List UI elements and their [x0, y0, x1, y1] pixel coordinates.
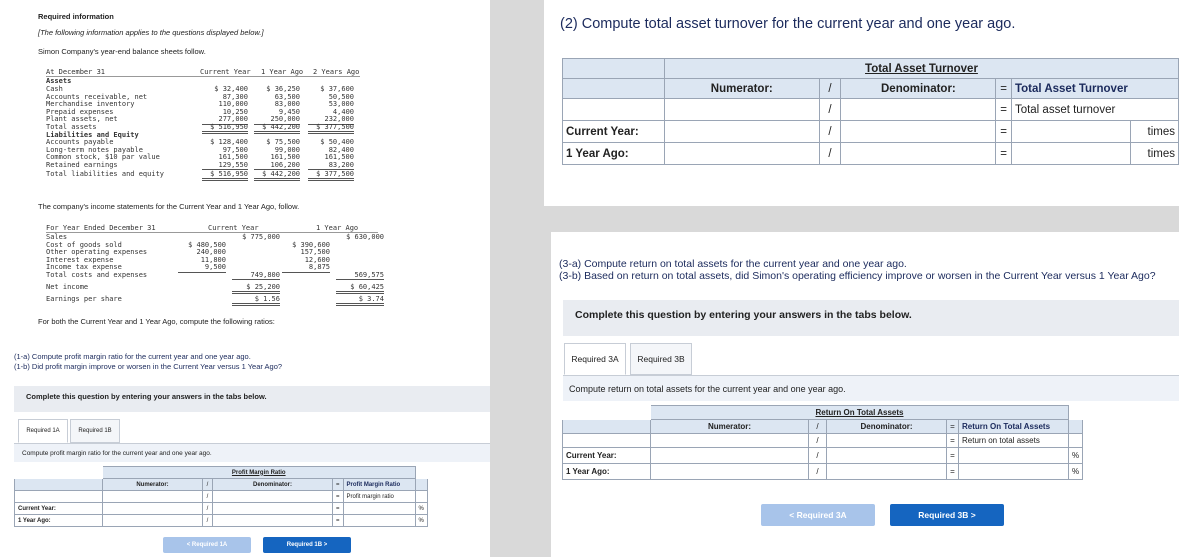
rota-eq: = [947, 464, 959, 480]
rota-numerator-label: Numerator: [651, 420, 809, 434]
question-3-panel [551, 232, 1179, 557]
bs-total-assets-label: Total assets [46, 123, 97, 131]
pm-row-current-label: Current Year: [15, 503, 103, 515]
bs-liab-row-value: 99,000 [274, 145, 300, 154]
pm-current-result-input[interactable] [343, 503, 415, 515]
bs-total-le-value: $ 516,950 [202, 170, 248, 181]
is-sales-cy: $ 775,000 [242, 233, 280, 241]
is-intro: The company's income statements for the Current Year and 1 Year Ago, follow. [38, 202, 300, 211]
bs-total-le-label: Total liabilities and equity [46, 169, 165, 178]
tat-slash-header: / [819, 79, 841, 99]
rota-current-result-input[interactable] [959, 448, 1069, 464]
is-item-cy: 11,800 [200, 255, 226, 264]
tat-slash: / [819, 143, 841, 165]
intro-note: [The following information applies to the questions displayed below.] [38, 28, 264, 37]
bs-liab-row-value: 82,400 [328, 145, 354, 154]
is-eps-cy: $ 1.56 [232, 295, 280, 306]
is-item-py: 12,600 [304, 255, 330, 264]
pm-current-denominator-input[interactable] [213, 503, 333, 515]
bs-asset-row-value: $ 32,400 [214, 85, 248, 93]
tat-eq: = [996, 121, 1012, 143]
rota-denominator-input-header[interactable] [827, 434, 947, 448]
rota-eq-header: = [947, 420, 959, 434]
bs-asset-row-value: 63,500 [274, 92, 300, 101]
is-item-label: Other operating expenses [46, 248, 148, 257]
question-2-panel [544, 0, 1179, 206]
is-total-costs-py: 569,575 [336, 271, 384, 280]
rota-slash: / [809, 448, 827, 464]
total-asset-turnover-table [562, 58, 1179, 165]
next-required-1b-button[interactable]: Required 1B > [263, 537, 351, 553]
bs-asset-row-value: 250,000 [254, 115, 300, 124]
tab-prompt-bar-1 [14, 443, 490, 462]
bs-asset-row-value: 110,000 [218, 100, 248, 109]
question-2-title: (2) Compute total asset turnover for the current year and one year ago. [560, 16, 1016, 32]
bs-liab-row-value: $ 50,400 [320, 138, 354, 147]
pm-unit: % [415, 503, 427, 515]
bs-total-le-value: $ 442,200 [254, 170, 300, 181]
bs-liab-row-label: Common stock, $10 par value [46, 153, 160, 162]
is-eps-label: Earnings per share [46, 295, 122, 304]
tat-unit: times [1131, 143, 1179, 165]
profit-margin-title: Profit Margin Ratio [103, 467, 416, 479]
pm-result-header: Profit Margin Ratio [343, 479, 415, 491]
bs-total-assets-value: $ 442,200 [254, 123, 300, 134]
tat-current-numerator-input[interactable] [664, 121, 819, 143]
rota-denominator-label: Denominator: [827, 420, 947, 434]
left-panel [0, 0, 490, 557]
is-col-1yr: 1 Year Ago [316, 224, 359, 232]
bs-asset-row-label: Plant assets, net [46, 115, 118, 124]
tat-current-denominator-input[interactable] [841, 121, 996, 143]
ratios-prompt: For both the Current Year and 1 Year Ago, compute the following ratios: [38, 317, 275, 326]
return-on-total-assets-table [562, 405, 1083, 480]
bs-total-assets-value: $ 377,500 [308, 123, 354, 134]
next-required-3b-button[interactable]: Required 3B > [890, 504, 1004, 526]
bs-asset-row-value: 87,300 [222, 92, 248, 101]
is-item-py: 8,875 [282, 263, 330, 272]
tat-unit: times [1131, 121, 1179, 143]
tat-1yr-numerator-input[interactable] [664, 143, 819, 165]
rota-1yr-denominator-input[interactable] [827, 464, 947, 480]
rota-eq: = [947, 448, 959, 464]
tat-slash: / [819, 121, 841, 143]
bs-asset-row-value: 232,000 [308, 115, 354, 124]
tab-prompt-1: Compute profit margin ratio for the current year and one year ago. [22, 450, 212, 457]
bs-asset-row-value: 9,450 [278, 107, 300, 116]
rota-result-header: Return On Total Assets [959, 420, 1069, 434]
rota-eq: = [947, 434, 959, 448]
pm-eq: = [333, 503, 344, 515]
rota-current-denominator-input[interactable] [827, 448, 947, 464]
rota-slash: / [809, 464, 827, 480]
is-net-income-py: $ 60,425 [336, 283, 384, 294]
pm-1yr-numerator-input[interactable] [103, 515, 203, 527]
bs-asset-row-value: 4,400 [332, 107, 354, 116]
bs-liab-row-value: 161,500 [270, 153, 300, 162]
bs-liab-row-label: Retained earnings [46, 161, 118, 169]
tat-denominator-label: Denominator: [841, 79, 996, 99]
pm-numerator-input-header[interactable] [103, 491, 203, 503]
pm-result-sub: Profit margin ratio [343, 491, 415, 503]
tat-eq-header: = [996, 79, 1012, 99]
bs-liab-row-label: Long-term notes payable [46, 145, 143, 154]
tab-required-1a[interactable]: Required 1A [18, 419, 68, 443]
is-item-cy: 240,000 [196, 248, 226, 257]
pm-unit: % [415, 515, 427, 527]
is-net-income-cy: $ 25,200 [232, 283, 280, 294]
bs-asset-row-label: Merchandise inventory [46, 100, 135, 109]
is-item-py: $ 390,600 [292, 240, 330, 249]
bs-col-current: Current Year [200, 68, 251, 76]
is-total-costs-cy: 749,800 [232, 271, 280, 280]
pm-eq: = [333, 515, 344, 527]
pm-slash: / [203, 491, 213, 503]
bs-liab-row-value: 83,200 [308, 161, 354, 170]
is-col-current: Current Year [208, 224, 259, 232]
pm-current-numerator-input[interactable] [103, 503, 203, 515]
bs-header-rule [46, 76, 360, 77]
tat-row-current-label: Current Year: [563, 121, 665, 143]
bs-heading: At December 31 [46, 68, 106, 76]
tat-slash: / [819, 99, 841, 121]
bs-asset-row-value: $ 36,250 [266, 85, 300, 93]
is-item-py: 157,500 [300, 248, 330, 257]
tat-result-header: Total Asset Turnover [1011, 79, 1130, 99]
bs-liab-row-value: $ 128,400 [210, 138, 248, 147]
is-item-label: Interest expense [46, 255, 114, 264]
bs-asset-row-value: 83,000 [274, 100, 300, 109]
is-heading: For Year Ended December 31 [46, 224, 156, 232]
is-sales-py: $ 630,000 [346, 233, 384, 241]
bs-assets-label: Assets [46, 77, 72, 85]
rota-unit: % [1069, 464, 1083, 480]
rota-unit: % [1069, 448, 1083, 464]
bs-asset-row-label: Prepaid expenses [46, 107, 114, 116]
bs-col-1yr: 1 Year Ago [261, 68, 304, 76]
bs-liab-row-value: 161,500 [324, 153, 354, 162]
bs-liab-heading-label: Liabilities and Equity [46, 130, 139, 139]
rota-current-numerator-input[interactable] [651, 448, 809, 464]
is-header-rule [46, 232, 378, 233]
bs-asset-row-label: Accounts receivable, net [46, 92, 148, 101]
bs-asset-row-value: $ 37,600 [320, 85, 354, 93]
rota-1yr-numerator-input[interactable] [651, 464, 809, 480]
is-net-income-label: Net income [46, 282, 89, 291]
tat-row-1yr-label: 1 Year Ago: [563, 143, 665, 165]
is-item-label: Income tax expense [46, 263, 122, 272]
question-3a: (3-a) Compute return on total assets for the current year and one year ago. [559, 258, 907, 270]
rota-title: Return On Total Assets [651, 406, 1069, 420]
tat-result-sub: Total asset turnover [1011, 99, 1178, 121]
tab-required-3b[interactable]: Required 3B [630, 343, 692, 375]
bs-liab-row-value: 129,550 [202, 161, 248, 170]
is-item-label: Cost of goods sold [46, 240, 122, 249]
pm-numerator-label: Numerator: [103, 479, 203, 491]
required-info-title: Required information [38, 12, 114, 21]
tat-denominator-input-header[interactable] [841, 99, 996, 121]
is-sales-label: Sales [46, 233, 68, 241]
tat-title: Total Asset Turnover [664, 59, 1178, 79]
pm-eq: = [333, 491, 344, 503]
question-1b: (1-b) Did profit margin improve or worsen in the Current Year versus 1 Year Ago? [14, 362, 283, 371]
tab-required-3a[interactable]: Required 3A [564, 343, 626, 375]
prev-required-3a-button[interactable]: < Required 3A [761, 504, 875, 526]
bs-liab-row-label: Accounts payable [46, 138, 114, 147]
bs-intro: Simon Company's year-end balance sheets follow. [38, 47, 206, 56]
rota-row-current-label: Current Year: [563, 448, 651, 464]
tat-eq: = [996, 99, 1012, 121]
rota-result-sub: Return on total assets [959, 434, 1069, 448]
bs-asset-row-value: 10,250 [222, 107, 248, 116]
pm-slash: / [203, 503, 213, 515]
complete-banner-3: Complete this question by entering your answers in the tabs below. [563, 300, 1179, 336]
tat-current-result-input[interactable] [1011, 121, 1130, 143]
bs-asset-row-label: Cash [46, 85, 63, 93]
pm-eq-header: = [333, 479, 344, 491]
bs-col-2yr: 2 Years Ago [313, 68, 360, 76]
tat-numerator-input-header[interactable] [664, 99, 819, 121]
bs-liab-row-value: 161,500 [218, 153, 248, 162]
is-item-cy: 9,500 [178, 263, 226, 272]
bs-liab-row-value: 106,200 [254, 161, 300, 170]
profit-margin-table [14, 466, 428, 527]
tat-numerator-label: Numerator: [664, 79, 819, 99]
bs-asset-row-value: 50,500 [328, 92, 354, 101]
prev-required-1a-button[interactable]: < Required 1A [163, 537, 251, 553]
bs-liab-row-value: 97,500 [222, 145, 248, 154]
bs-total-assets-value: $ 516,950 [202, 123, 248, 134]
pm-denominator-label: Denominator: [213, 479, 333, 491]
rota-1yr-result-input[interactable] [959, 464, 1069, 480]
rota-numerator-input-header[interactable] [651, 434, 809, 448]
rota-slash-header: / [809, 420, 827, 434]
pm-slash-header: / [203, 479, 213, 491]
question-1a: (1-a) Compute profit margin ratio for the current year and one year ago. [14, 352, 251, 361]
is-item-cy: $ 480,500 [188, 240, 226, 249]
tab-prompt-bar-3 [563, 375, 1179, 401]
tat-1yr-result-input[interactable] [1011, 143, 1130, 165]
bs-total-le-value: $ 377,500 [308, 170, 354, 181]
tab-prompt-3: Compute return on total assets for the current year and one year ago. [569, 384, 846, 394]
bs-liab-row-value: $ 75,500 [266, 138, 300, 147]
pm-1yr-denominator-input[interactable] [213, 515, 333, 527]
rota-row-1yr-label: 1 Year Ago: [563, 464, 651, 480]
bs-asset-row-value: 277,000 [202, 115, 248, 124]
is-eps-py: $ 3.74 [336, 295, 384, 306]
pm-slash: / [203, 515, 213, 527]
is-total-costs-label: Total costs and expenses [46, 271, 148, 279]
rota-slash: / [809, 434, 827, 448]
tat-eq: = [996, 143, 1012, 165]
tat-1yr-denominator-input[interactable] [841, 143, 996, 165]
pm-1yr-result-input[interactable] [343, 515, 415, 527]
question-3b: (3-b) Based on return on total assets, did Simon's operating efficiency improve or worsen in the Current Year versus 1 Year Ago? [559, 270, 1156, 282]
tab-required-1b[interactable]: Required 1B [70, 419, 120, 443]
complete-banner-1: Complete this question by entering your answers in the tabs below. [14, 386, 490, 412]
pm-row-1yr-label: 1 Year Ago: [15, 515, 103, 527]
bs-asset-row-value: 53,000 [328, 100, 354, 109]
pm-denominator-input-header[interactable] [213, 491, 333, 503]
